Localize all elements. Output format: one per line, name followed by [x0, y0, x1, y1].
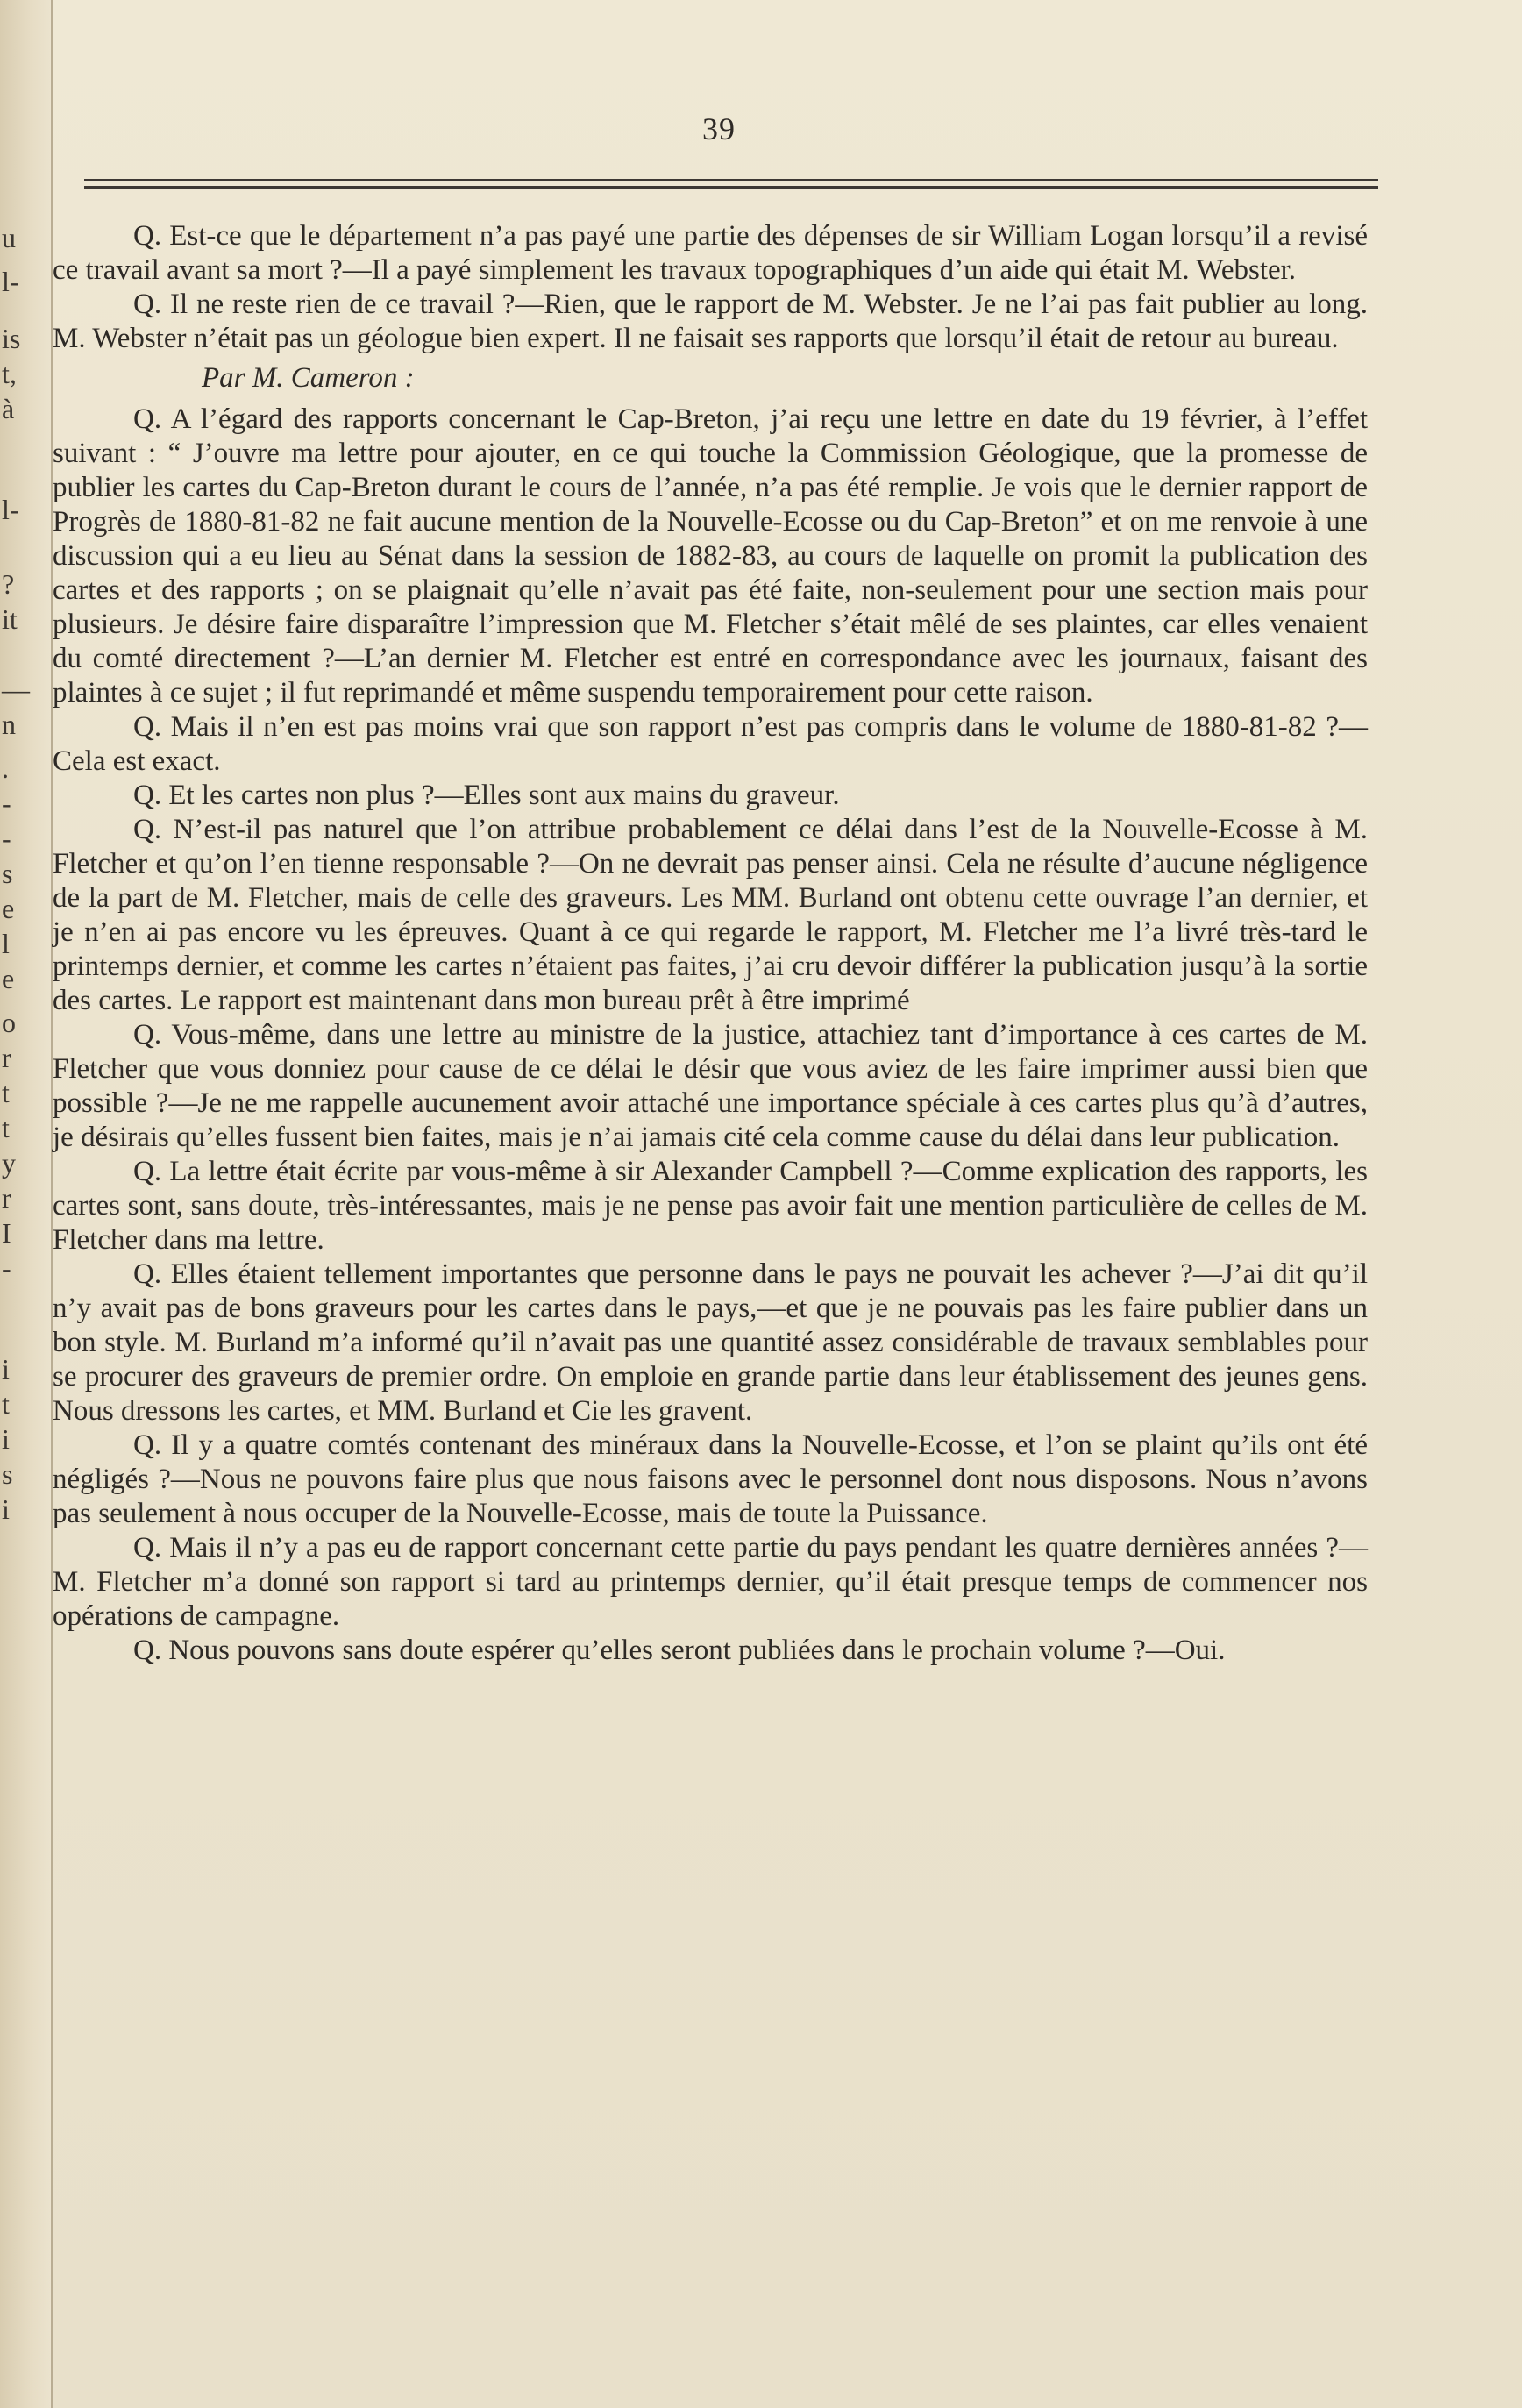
margin-fragment: l-: [2, 494, 19, 525]
margin-fragment: y: [2, 1147, 16, 1179]
margin-fragment: it: [2, 603, 18, 635]
margin-fragment: u: [2, 222, 16, 253]
margin-fragment: l: [2, 928, 10, 959]
margin-fragment: -: [2, 823, 11, 854]
margin-fragment: .: [2, 752, 9, 784]
margin-fragment: r: [2, 1042, 11, 1073]
header-rule-thick: [84, 186, 1378, 189]
paragraph: Q. Est-ce que le département n’a pas payé une partie des dépenses de sir William Logan lorsqu’il a revisé ce travail avant sa mort ?—Il a payé simplement les travaux topographiques d’un aide qui était M. Webster.: [53, 220, 1368, 286]
paragraph: Q. La lettre était écrite par vous-même à sir Alexander Campbell ?—Comme explication des rapports, les cartes sont, sans doute, très-intéressantes, mais je ne pense pas avoir fait une mention particulière de celles de M. Fletcher dans ma lettre.: [53, 1156, 1368, 1256]
paragraph: Q. N’est-il pas naturel que l’on attribue probablement ce délai dans l’est de la Nouvelle-Ecosse à M. Fletcher et qu’on l’en tienne responsable ?—On ne devrait pas penser ainsi. Cela ne résulte d’aucune négligence de la part de M. Fletcher, mais de celle des graveurs. Les MM. Burland ont obtenu cette ouvrage l’an dernier, et je n’en ai pas encore vu les épreuves. Quant à ce qui regarde le rapport, M. Fletcher me l’a livré très-tard le printemps dernier, et comme les cartes n’étaient pas faites, j’ai cru devoir différer la publication jusqu’à la sortie des cartes. Le rapport est maintenant dans mon bureau prêt à être imprimé: [53, 814, 1368, 1016]
margin-fragment: s: [2, 1458, 13, 1490]
header-rule-thin: [84, 179, 1378, 181]
margin-fragment: I: [2, 1217, 11, 1249]
margin-fragment: o: [2, 1007, 16, 1038]
page-number: 39: [702, 111, 736, 146]
speaker-heading: Par M. Cameron :: [202, 362, 415, 394]
margin-fragment: ?: [2, 568, 15, 600]
paragraph: Q. Elles étaient tellement importantes que personne dans le pays ne pouvait les achever ?—J’ai dit qu’il n’y avait pas de bons graveurs pour les cartes dans le pays,—et que je ne pouvais pas les faire publier dans un bon style. M. Burland m’a informé qu’il n’avait pas une quantité assez considérable de travaux semblables pour se procurer des graveurs de premier ordre. On emploie en grande partie dans leur établissement des jeunes gens. Nous dressons les cartes, et MM. Burland et Cie les gravent.: [53, 1258, 1368, 1427]
margin-fragment: r: [2, 1182, 11, 1214]
paragraph: Q. Mais il n’en est pas moins vrai que son rapport n’est pas compris dans le volume de 1880-81-82 ?—Cela est exact.: [53, 711, 1368, 777]
margin-fragment: —: [2, 673, 30, 705]
margin-fragment: -: [2, 1252, 11, 1284]
margin-fragment: à: [2, 393, 15, 424]
margin-fragment: -: [2, 787, 11, 819]
margin-fragment: i: [2, 1353, 10, 1385]
margin-fragment: t: [2, 1077, 10, 1108]
margin-fragment: i: [2, 1493, 10, 1525]
paragraph: Q. Il ne reste rien de ce travail ?—Rien, que le rapport de M. Webster. Je ne l’ai pas fait publier au long. M. Webster n’était pas un géologue bien expert. Il ne faisait ses rapports que lorsqu’il était de retour au bureau.: [53, 289, 1368, 354]
previous-page-margin-fragments: [0, 0, 30, 2408]
paragraph: Q. Mais il n’y a pas eu de rapport concernant cette partie du pays pendant les quatre dernières années ?—M. Fletcher m’a donné son rapport si tard au printemps dernier, qu’il était presque temps de commencer nos opérations de campagne.: [53, 1532, 1368, 1632]
margin-fragment: t: [2, 1112, 10, 1143]
margin-fragment: i: [2, 1423, 10, 1455]
margin-fragment: t,: [2, 358, 17, 389]
margin-fragment: s: [2, 858, 13, 889]
margin-fragment: is: [2, 323, 21, 354]
margin-fragment: t: [2, 1388, 10, 1420]
body-text: [53, 219, 1368, 1668]
paragraph: Q. A l’égard des rapports concernant le Cap-Breton, j’ai reçu une lettre en date du 19 février, à l’effet suivant : “ J’ouvre ma lettre pour ajouter, en ce qui touche la Commission Géologique, que la promesse de publier les cartes du Cap-Breton durant le cours de l’année, n’a pas été remplie. Je vois que le dernier rapport de Progrès de 1880-81-82 ne fait aucune mention de la Nouvelle-Ecosse ou du Cap-Breton” et on me renvoie à une discussion qui a eu lieu au Sénat dans la session de 1882-83, au cours de laquelle on promit la publication des cartes et des rapports ; on se plaignait qu’elle n’avait pas été faite, non-seulement pour une section mais pour plusieurs. Je désire faire disparaître l’impression que M. Fletcher s’était mêlé de ses plaintes, car elles venaient du comté directement ?—L’an dernier M. Fletcher est entré en correspondance avec les journaux, faisant des plaintes à ce sujet ; il fut reprimandé et même suspendu temporairement pour cette raison.: [53, 403, 1368, 709]
paragraph: Q. Et les cartes non plus ?—Elles sont aux mains du graveur.: [133, 780, 840, 811]
paragraph: Q. Vous-même, dans une lettre au ministre de la justice, attachiez tant d’importance à ces cartes de M. Fletcher que vous donniez pour cause de ce délai le désir que vous aviez de les faire imprimer aussi bien que possible ?—Je ne me rappelle aucunement avoir attaché une importance spéciale à ces cartes plus qu’à d’autres, je désirais qu’elles fussent bien faites, mais je n’ai jamais cité cela comme cause du délai dans leur publication.: [53, 1019, 1368, 1153]
margin-fragment: l-: [2, 266, 19, 297]
margin-fragment: n: [2, 709, 16, 740]
margin-fragment: e: [2, 963, 15, 994]
margin-fragment: e: [2, 893, 15, 924]
paragraph: Q. Il y a quatre comtés contenant des minéraux dans la Nouvelle-Ecosse, et l’on se plaint qu’ils ont été négligés ?—Nous ne pouvons faire plus que nous faisons avec le personnel dont nous disposons. Nous n’avons pas seulement à nous occuper de la Nouvelle-Ecosse, mais de toute la Puissance.: [53, 1429, 1368, 1529]
paragraph: Q. Nous pouvons sans doute espérer qu’elles seront publiées dans le prochain volume ?—Oui.: [133, 1635, 1226, 1666]
